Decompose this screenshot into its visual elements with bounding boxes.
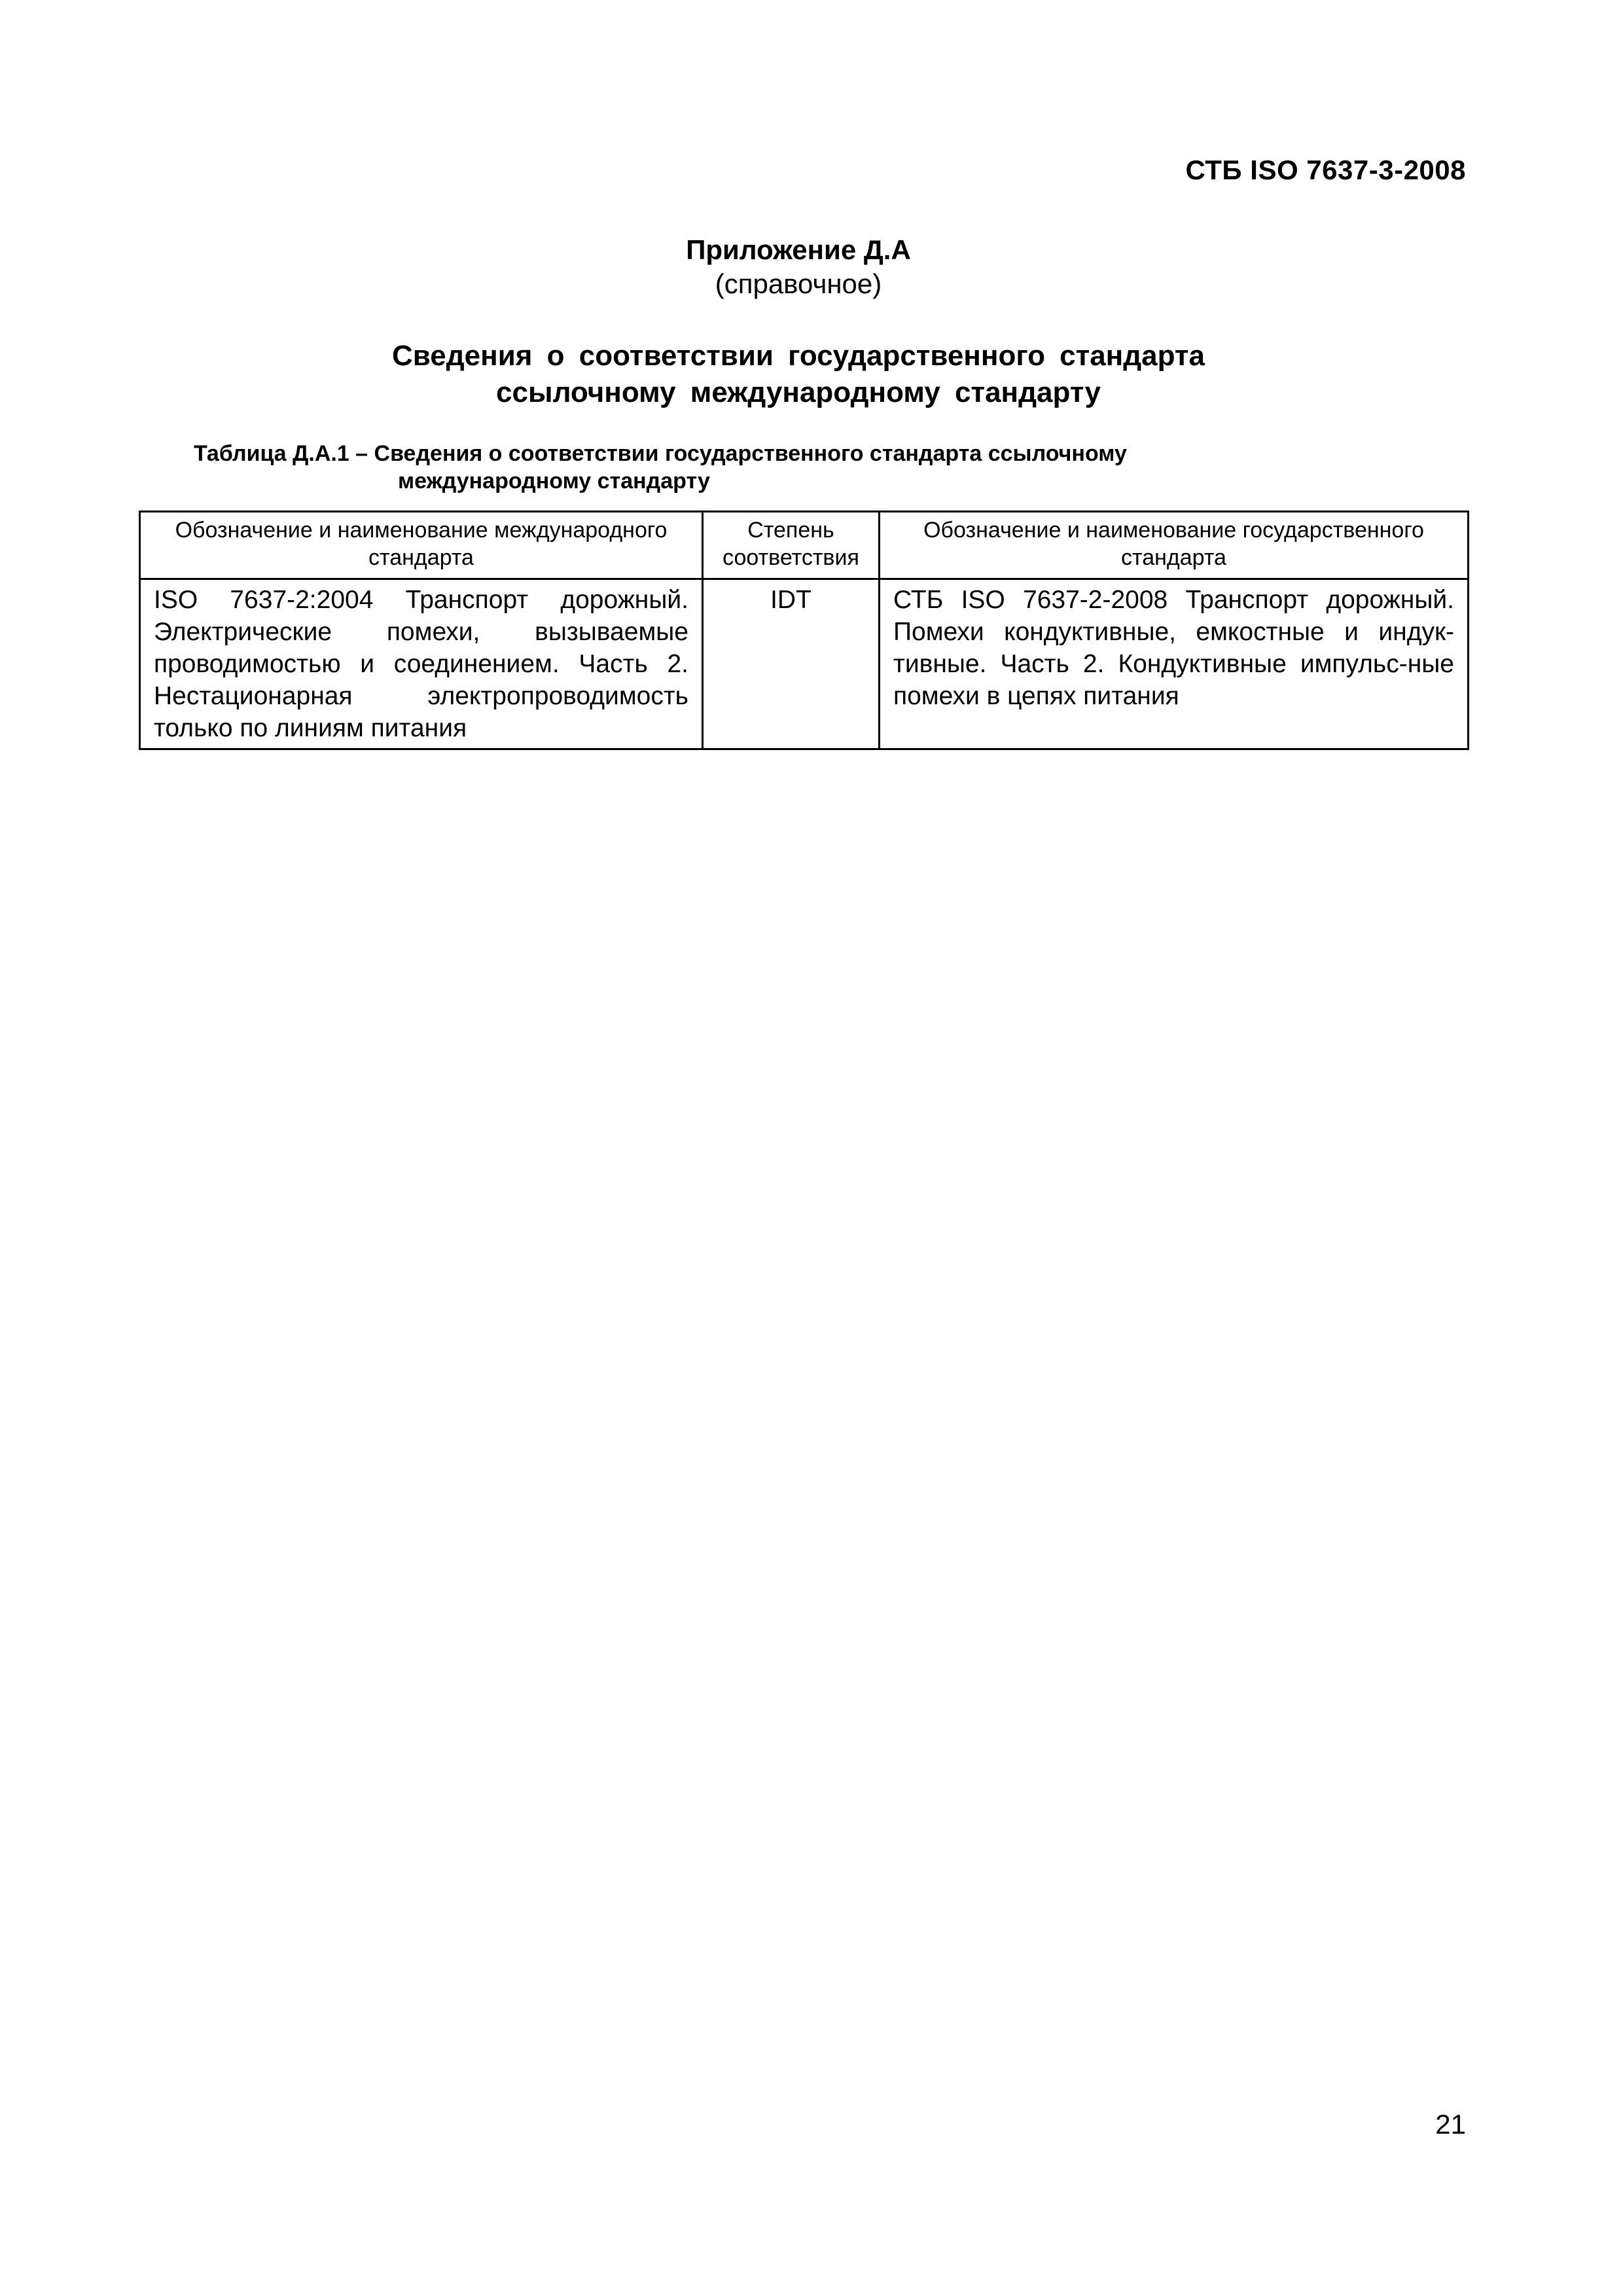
section-heading-line-1: Сведения о соответствии государственного стандарта [392, 340, 1205, 372]
header-state-standard: Обозначение и наименование государственного стандарта [880, 512, 1469, 579]
header-degree-of-conformity: Степень соответствия [703, 512, 880, 579]
appendix-title: Приложение Д.А [686, 234, 911, 265]
header-international-standard: Обозначение и наименование международного стандарта [140, 512, 703, 579]
appendix-subtitle: (справочное) [715, 268, 882, 299]
cell-international-standard: ISO 7637-2:2004 Транспорт дорожный. Электрические помехи, вызываемые проводимостью и соединением. Часть 2. Нестационарная электропроводимость только по линиям питания [140, 579, 703, 749]
table-header-row [140, 512, 1469, 579]
page-number: 21 [1435, 2109, 1466, 2140]
conformity-table [139, 511, 1469, 750]
document-code: СТБ ISO 7637-3-2008 [1185, 154, 1466, 185]
section-heading [0, 338, 1597, 411]
cell-degree-of-conformity: IDT [703, 579, 880, 749]
table-caption [194, 440, 1127, 495]
section-heading-line-2: ссылочному международному стандарту [496, 376, 1101, 408]
table-caption-line-1: Таблица Д.А.1 – Сведения о соответствии государственного стандарта ссылочному [194, 441, 1127, 466]
table-caption-line-2: международному стандарту [398, 469, 710, 493]
table-row [140, 579, 1469, 749]
cell-state-standard: СТБ ISO 7637-2-2008 Транспорт дорожный. Помехи кондуктивные, емкостные и индук-тивные. Часть 2. Кондуктивные импульс-ные помехи в цепях питания [880, 579, 1469, 749]
